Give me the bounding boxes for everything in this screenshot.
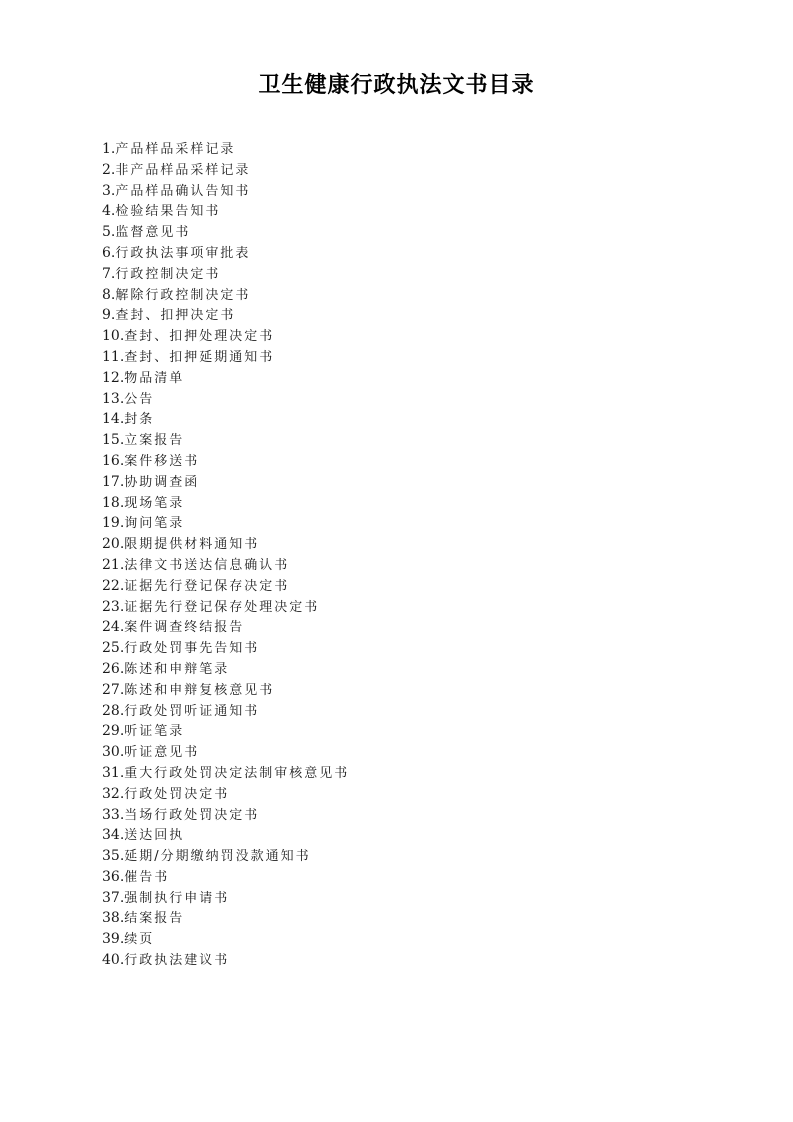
toc-item-text: 续页 bbox=[124, 932, 155, 948]
toc-item-text: 协助调查函 bbox=[124, 474, 200, 490]
toc-item-number: 12. bbox=[102, 369, 125, 386]
toc-item bbox=[102, 513, 349, 534]
toc-item-number: 30. bbox=[102, 744, 125, 761]
toc-item-number: 10. bbox=[102, 328, 125, 345]
toc-item-number: 5. bbox=[102, 224, 116, 241]
toc-item-number: 2. bbox=[102, 161, 116, 178]
toc-item-text: 法律文书送达信息确认书 bbox=[124, 557, 290, 573]
toc-item bbox=[102, 555, 349, 576]
toc-item-text: 证据先行登记保存决定书 bbox=[124, 578, 290, 594]
toc-item-text: 听证意见书 bbox=[124, 745, 200, 761]
toc-item bbox=[102, 597, 349, 618]
toc-item-number: 38. bbox=[102, 910, 125, 927]
toc-item bbox=[102, 201, 349, 222]
toc-item bbox=[102, 638, 349, 659]
toc-item-number: 32. bbox=[102, 785, 125, 802]
toc-item-number: 21. bbox=[102, 556, 125, 573]
toc-item-text: 封条 bbox=[124, 412, 155, 428]
toc-item-number: 15. bbox=[102, 432, 125, 449]
toc-item-text: 产品样品确认告知书 bbox=[115, 183, 251, 199]
toc-item-text: 现场笔录 bbox=[124, 495, 185, 511]
toc-item bbox=[102, 139, 349, 160]
toc-item bbox=[102, 680, 349, 701]
toc-item-text: 听证笔录 bbox=[124, 724, 185, 740]
toc-item-number: 31. bbox=[102, 764, 125, 781]
toc-item bbox=[102, 805, 349, 826]
toc-item-number: 20. bbox=[102, 536, 125, 553]
toc-item-text: 查封、扣押决定书 bbox=[115, 308, 236, 324]
toc-item-text: 行政处罚决定书 bbox=[124, 786, 230, 802]
toc-item bbox=[102, 742, 349, 763]
toc-item bbox=[102, 950, 349, 971]
toc-item bbox=[102, 181, 349, 202]
toc-item-text: 催告书 bbox=[124, 869, 170, 885]
toc-item-text: 当场行政处罚决定书 bbox=[124, 807, 260, 823]
toc-item-number: 34. bbox=[102, 827, 125, 844]
toc-item-number: 17. bbox=[102, 473, 125, 490]
toc-item-text: 陈述和申辩复核意见书 bbox=[124, 682, 275, 698]
toc-item-number: 7. bbox=[102, 265, 116, 282]
toc-item-text: 陈述和申辩笔录 bbox=[124, 661, 230, 677]
toc-item bbox=[102, 305, 349, 326]
toc-item-text: 案件调查终结报告 bbox=[124, 620, 245, 636]
toc-item-text: 行政执法事项审批表 bbox=[115, 245, 251, 261]
toc-item-number: 40. bbox=[102, 952, 125, 969]
toc-item bbox=[102, 576, 349, 597]
toc-item-text: 证据先行登记保存处理决定书 bbox=[124, 599, 320, 615]
toc-item-number: 23. bbox=[102, 598, 125, 615]
toc-item bbox=[102, 389, 349, 410]
toc-item bbox=[102, 763, 349, 784]
toc-item-number: 16. bbox=[102, 452, 125, 469]
toc-item bbox=[102, 867, 349, 888]
toc-item-number: 28. bbox=[102, 702, 125, 719]
toc-item-text: 行政执法建议书 bbox=[124, 953, 230, 969]
toc-item bbox=[102, 285, 349, 306]
toc-item-text: 询问笔录 bbox=[124, 516, 185, 532]
toc-item-text: 公告 bbox=[124, 391, 155, 407]
toc-item-number: 4. bbox=[102, 203, 116, 220]
toc-item-text: 物品清单 bbox=[124, 370, 185, 386]
toc-item bbox=[102, 409, 349, 430]
toc-item-number: 36. bbox=[102, 868, 125, 885]
toc-item-number: 1. bbox=[102, 141, 116, 157]
toc-item bbox=[102, 326, 349, 347]
toc-item-number: 18. bbox=[102, 494, 125, 511]
toc-item bbox=[102, 888, 349, 909]
toc-item bbox=[102, 701, 349, 722]
toc-item-text: 行政处罚听证通知书 bbox=[124, 703, 260, 719]
toc-item-text: 查封、扣押处理决定书 bbox=[124, 329, 275, 345]
toc-item-number: 11. bbox=[102, 348, 125, 365]
toc-item-text: 案件移送书 bbox=[124, 453, 200, 469]
toc-item-text: 监督意见书 bbox=[115, 225, 191, 241]
toc-item-text: 解除行政控制决定书 bbox=[115, 287, 251, 303]
toc-item-text: 延期/分期缴纳罚没款通知书 bbox=[124, 849, 311, 865]
toc-item-number: 33. bbox=[102, 806, 125, 823]
toc-item-number: 13. bbox=[102, 390, 125, 407]
toc-item bbox=[102, 846, 349, 867]
toc-item bbox=[102, 222, 349, 243]
toc-item bbox=[102, 160, 349, 181]
toc-item bbox=[102, 493, 349, 514]
toc-item-text: 结案报告 bbox=[124, 911, 185, 927]
toc-item-text: 行政控制决定书 bbox=[115, 266, 221, 282]
toc-item bbox=[102, 825, 349, 846]
toc-item bbox=[102, 721, 349, 742]
toc-item-number: 9. bbox=[102, 307, 116, 324]
toc-item-text: 限期提供材料通知书 bbox=[124, 537, 260, 553]
toc-item-number: 22. bbox=[102, 577, 125, 594]
toc-item bbox=[102, 264, 349, 285]
toc-item bbox=[102, 908, 349, 929]
toc-item-number: 26. bbox=[102, 660, 125, 677]
toc-item bbox=[102, 534, 349, 555]
toc-item-text: 查封、扣押延期通知书 bbox=[124, 349, 275, 365]
toc-item bbox=[102, 929, 349, 950]
toc-item bbox=[102, 784, 349, 805]
toc-item-number: 37. bbox=[102, 889, 125, 906]
toc-item bbox=[102, 347, 349, 368]
toc-item bbox=[102, 472, 349, 493]
toc-item-text: 行政处罚事先告知书 bbox=[124, 641, 260, 657]
toc-item-text: 产品样品采样记录 bbox=[115, 142, 236, 157]
toc-item bbox=[102, 451, 349, 472]
toc-item bbox=[102, 617, 349, 638]
toc-item-number: 6. bbox=[102, 244, 116, 261]
toc-item-text: 送达回执 bbox=[124, 828, 185, 844]
toc-item-number: 14. bbox=[102, 411, 125, 428]
toc-item-number: 3. bbox=[102, 182, 116, 199]
toc-item-number: 8. bbox=[102, 286, 116, 303]
toc-item-text: 检验结果告知书 bbox=[115, 204, 221, 220]
toc-item bbox=[102, 243, 349, 264]
toc-item-number: 27. bbox=[102, 681, 125, 698]
toc-item bbox=[102, 430, 349, 451]
toc-item-number: 29. bbox=[102, 723, 125, 740]
toc-item-number: 24. bbox=[102, 619, 125, 636]
toc-item bbox=[102, 368, 349, 389]
toc-item-text: 非产品样品采样记录 bbox=[115, 162, 251, 178]
toc-item-number: 35. bbox=[102, 848, 125, 865]
toc-item bbox=[102, 659, 349, 680]
toc-item-number: 19. bbox=[102, 515, 125, 532]
toc-item-text: 重大行政处罚决定法制审核意见书 bbox=[124, 765, 350, 781]
page-title: 卫生健康行政执法文书目录 bbox=[258, 73, 535, 98]
toc-list bbox=[102, 139, 349, 971]
toc-item-text: 立案报告 bbox=[124, 433, 185, 449]
toc-item-text: 强制执行申请书 bbox=[124, 890, 230, 906]
toc-item-number: 39. bbox=[102, 931, 125, 948]
toc-item-number: 25. bbox=[102, 640, 125, 657]
